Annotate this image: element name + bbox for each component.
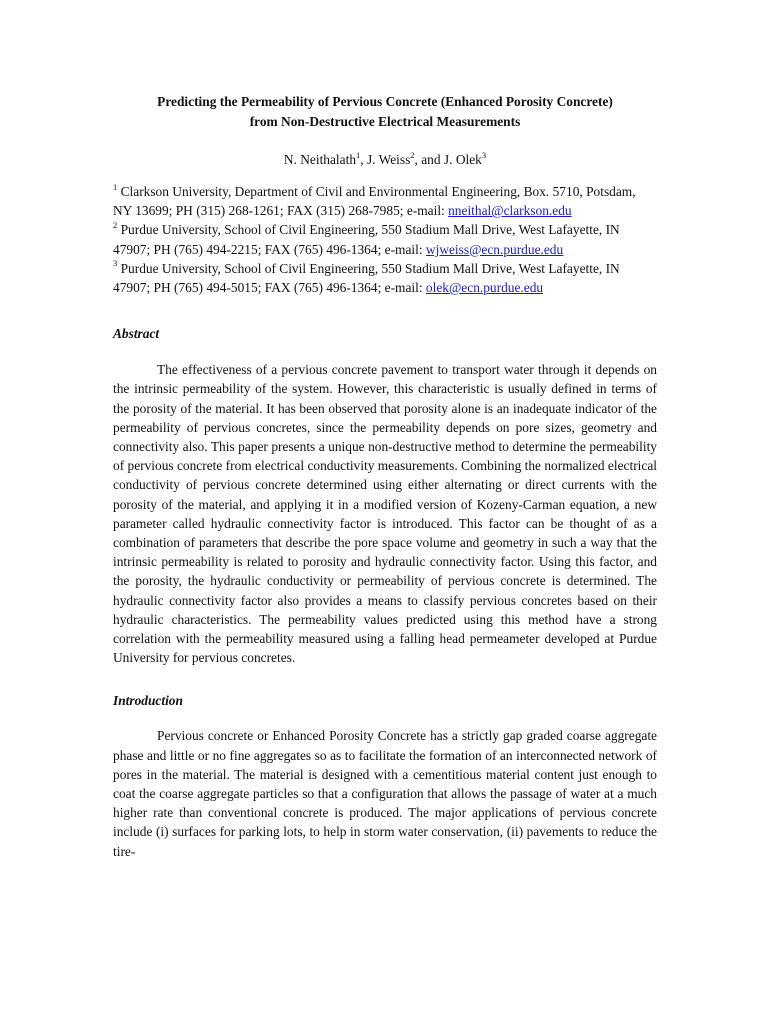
author-list [113, 150, 657, 170]
affiliation-text: Clarkson University, Department of Civil and Environmental Engineering, Box. 5710, Potsdam, NY 13699; PH (315) 268-1261; FAX (315) 268-7985; e-mail: [113, 184, 636, 219]
author-name: , and J. Olek [414, 152, 482, 167]
affiliation-text: Purdue University, School of Civil Engineering, 550 Stadium Mall Drive, West Lafayette, IN 47907; PH (765) 494-5015; FAX (765) 496-1364; e-mail: [113, 260, 620, 296]
affiliations [113, 182, 657, 297]
author-superscript: 3 [481, 149, 487, 160]
author-name: , J. Weiss [360, 152, 411, 167]
paper-content [113, 92, 657, 861]
affiliation-marker: 1 [113, 181, 118, 192]
author-superscript: 1 [356, 149, 361, 160]
title-line-2: from Non-Destructive Electrical Measurements [249, 114, 521, 129]
introduction-body: Pervious concrete or Enhanced Porosity Concrete has a strictly gap graded coarse aggregate phase and little or no fine aggregates so as to facilitate the formation of an interconnected network of pores in the material. The material is designed with a cementitious material content just enough to coat the coarse aggregate particles so that a configuration that allows the passage of water at a much higher rate than conventional concrete is produced. The major applications of pervious concrete include (i) surfaces for parking lots, to help in storm water conservation, (ii) pavements to reduce the tire- [113, 728, 657, 859]
affiliation-marker: 3 [113, 258, 118, 269]
author-name: N. Neithalath [283, 152, 357, 167]
paper-title [113, 92, 657, 132]
affiliation-text: Purdue University, School of Civil Engineering, 550 Stadium Mall Drive, West Lafayette, IN 47907; PH (765) 494-2215; FAX (765) 496-1364; e-mail: [113, 222, 620, 257]
abstract-body: The effectiveness of a pervious concrete pavement to transport water through it depends on the intrinsic permeability of the system. However, this characteristic is usually defined in terms of the porosity of the material. It has been observed that porosity alone is an inadequate indicator of the permeability of pervious concretes, since the permeability depends on pore sizes, geometry and connectivity also. This paper presents a unique non-destructive method to determine the permeability of pervious concrete from electrical conductivity measurements. Combining the normalized electrical conductivity of pervious concrete determined using either alternating or direct currents with the porosity of the material, and applying it in a modified version of Kozeny-Carman equation, a new parameter called hydraulic connectivity factor is introduced. This factor can be thought of as a combination of parameters that describe the pore space volume and geometry in such a way that the intrinsic permeability is related to porosity and hydraulic connectivity factor. Using this factor, and the porosity, the hydraulic conductivity or permeability of pervious concrete is determined. The hydraulic connectivity factor also provides a means to classify pervious concretes based on their hydraulic characteristics. The permeability values predicted using this method have a strong correlation with the permeability measured using a falling head permeameter developed at Purdue University for pervious concretes. [113, 362, 657, 666]
affiliation-2 [113, 220, 657, 258]
email-link[interactable]: olek@ecn.purdue.edu [425, 280, 544, 296]
abstract-heading: Abstract [113, 326, 160, 342]
affiliation-1 [113, 182, 657, 220]
email-link[interactable]: nneithal@clarkson.edu [448, 203, 572, 219]
introduction-heading: Introduction [113, 693, 183, 709]
affiliation-3 [113, 259, 657, 297]
author-superscript: 2 [410, 149, 415, 160]
affiliation-marker: 2 [113, 219, 118, 230]
email-link[interactable]: wjweiss@ecn.purdue.edu [425, 241, 564, 257]
title-line-1: Predicting the Permeability of Pervious Concrete (Enhanced Porosity Concrete) [157, 94, 613, 109]
